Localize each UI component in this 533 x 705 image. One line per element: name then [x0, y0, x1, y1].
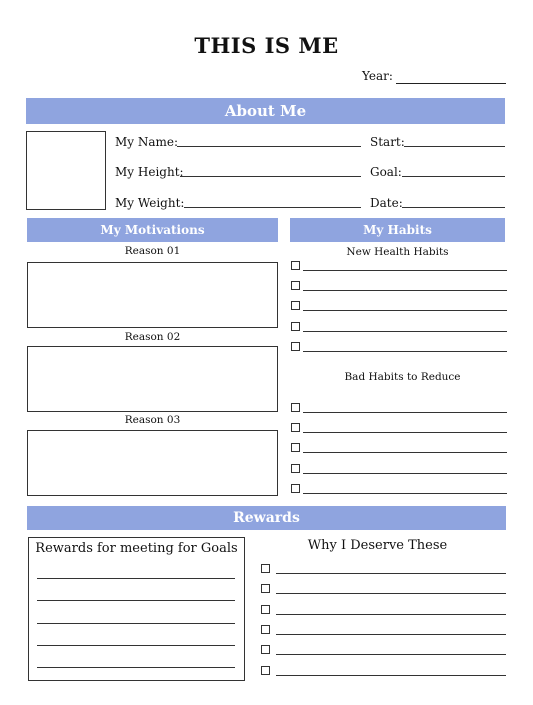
about-me-header: About Me [26, 98, 505, 124]
why-deserve-checkbox[interactable] [261, 666, 270, 675]
why-deserve-line[interactable] [276, 654, 506, 655]
bad-habits-label: Bad Habits to Reduce [344, 371, 461, 383]
date-line[interactable] [402, 207, 505, 208]
year-label: Year: [362, 69, 393, 83]
name-line[interactable] [177, 146, 361, 147]
date-label: Date: [370, 196, 403, 210]
new-habit-line[interactable] [303, 270, 507, 271]
bad-habit-checkbox[interactable] [291, 484, 300, 493]
new-habit-line[interactable] [303, 290, 507, 291]
why-deserve-line[interactable] [276, 675, 506, 676]
weight-line[interactable] [184, 207, 361, 208]
new-habit-line[interactable] [303, 331, 507, 332]
reward-line[interactable] [37, 600, 235, 601]
bad-habit-line[interactable] [303, 432, 507, 433]
why-deserve-checkbox[interactable] [261, 584, 270, 593]
reason-02-label: Reason 02 [124, 331, 181, 343]
new-habit-line[interactable] [303, 310, 507, 311]
why-deserve-line[interactable] [276, 593, 506, 594]
new-habit-checkbox[interactable] [291, 301, 300, 310]
why-deserve-title: Why I Deserve These [307, 538, 448, 553]
why-deserve-checkbox[interactable] [261, 645, 270, 654]
motivations-header: My Motivations [27, 218, 278, 242]
why-deserve-line[interactable] [276, 614, 506, 615]
new-habit-checkbox[interactable] [291, 261, 300, 270]
new-habits-label: New Health Habits [346, 246, 449, 258]
reward-line[interactable] [37, 667, 235, 668]
new-habit-checkbox[interactable] [291, 342, 300, 351]
goal-line[interactable] [402, 176, 505, 177]
why-deserve-checkbox[interactable] [261, 605, 270, 614]
goal-label: Goal: [370, 165, 402, 179]
reward-line[interactable] [37, 623, 235, 624]
reason-03-box[interactable] [27, 430, 278, 496]
bad-habit-line[interactable] [303, 493, 507, 494]
why-deserve-line[interactable] [276, 634, 506, 635]
bad-habit-line[interactable] [303, 412, 507, 413]
reward-line[interactable] [37, 645, 235, 646]
reason-02-box[interactable] [27, 346, 278, 412]
weight-label: My Weight: [115, 196, 185, 210]
start-line[interactable] [404, 146, 505, 147]
new-habit-checkbox[interactable] [291, 281, 300, 290]
reason-01-label: Reason 01 [124, 245, 181, 257]
rewards-header: Rewards [27, 506, 506, 530]
height-line[interactable] [180, 176, 361, 177]
why-deserve-checkbox[interactable] [261, 564, 270, 573]
habits-header: My Habits [290, 218, 505, 242]
bad-habit-line[interactable] [303, 473, 507, 474]
bad-habit-checkbox[interactable] [291, 403, 300, 412]
reason-03-label: Reason 03 [124, 414, 181, 426]
bad-habit-checkbox[interactable] [291, 464, 300, 473]
bad-habit-checkbox[interactable] [291, 423, 300, 432]
photo-box[interactable] [26, 131, 106, 210]
page-title: THIS IS ME [194, 33, 339, 58]
name-label: My Name: [115, 135, 179, 149]
why-deserve-line[interactable] [276, 573, 506, 574]
rewards-box [28, 537, 245, 681]
why-deserve-checkbox[interactable] [261, 625, 270, 634]
bad-habit-line[interactable] [303, 452, 507, 453]
new-habit-line[interactable] [303, 351, 507, 352]
bad-habit-checkbox[interactable] [291, 443, 300, 452]
rewards-box-title: Rewards for meeting for Goals [35, 541, 238, 556]
start-label: Start: [370, 135, 405, 149]
reward-line[interactable] [37, 578, 235, 579]
height-label: My Height: [115, 165, 184, 179]
year-line[interactable] [396, 83, 506, 84]
new-habit-checkbox[interactable] [291, 322, 300, 331]
reason-01-box[interactable] [27, 262, 278, 328]
